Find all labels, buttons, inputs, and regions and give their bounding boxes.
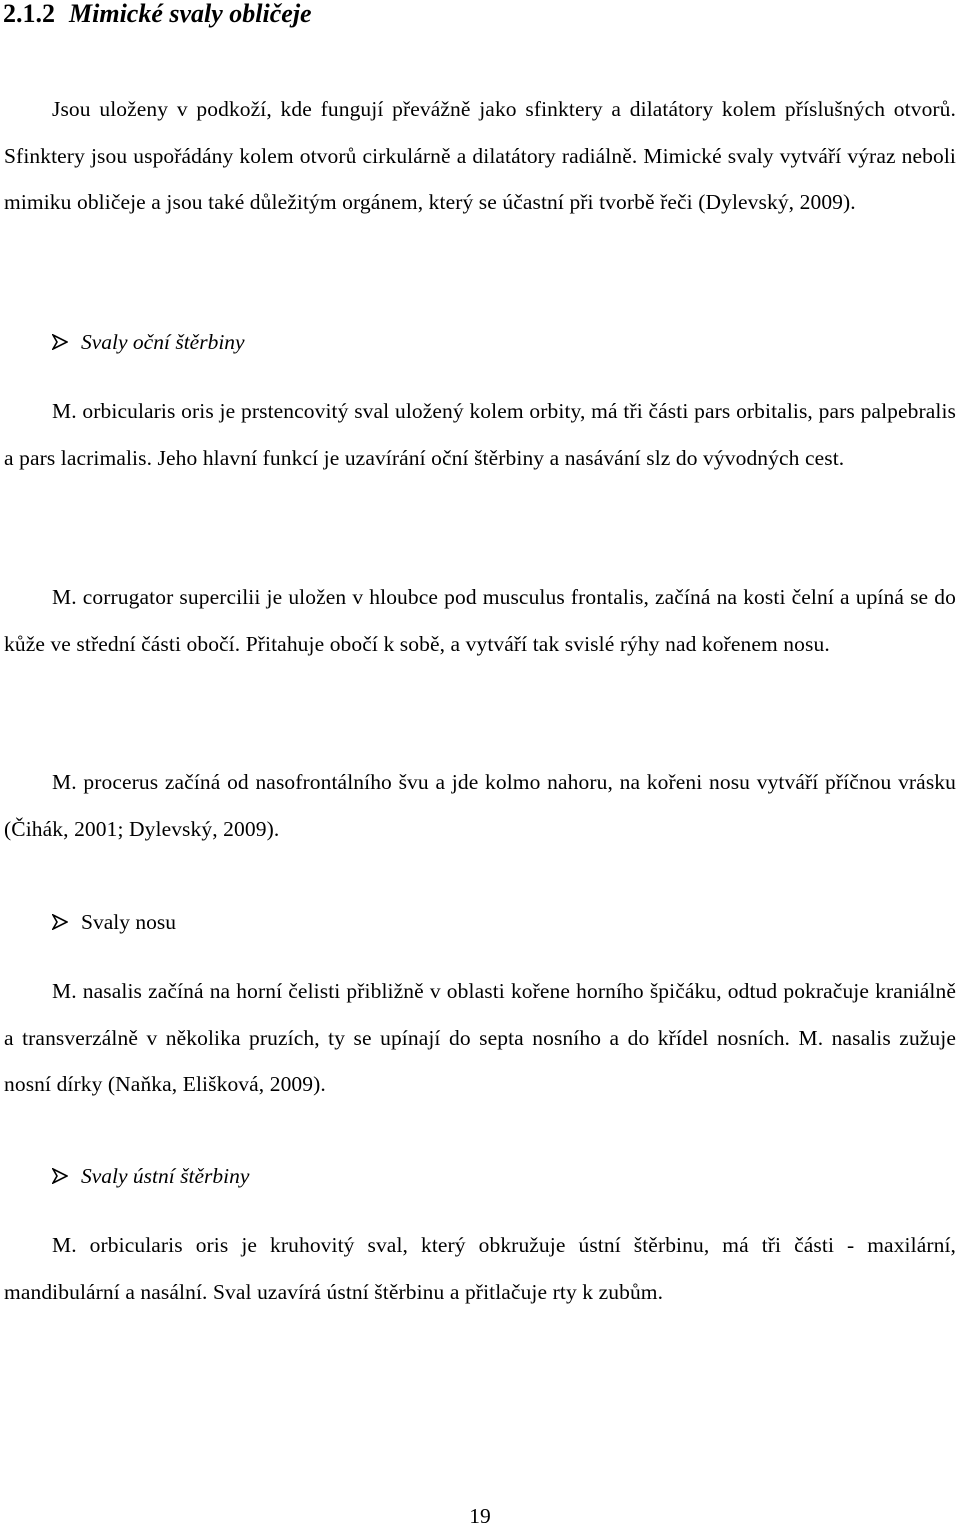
intro-paragraph: Jsou uloženy v podkoží, kde fungují převážně jako sfinktery a dilatátory kolem příslušných otvorů. Sfinktery jsou uspořádány kolem otvorů cirkulárně a dilatátory radiálně. Mimické svaly vytváří výraz neboli mimiku obličeje a jsou také důležitým orgánem, který se účastní při tvorbě řeči (Dylevský, 2009). — [4, 97, 956, 214]
subheading-label: Svaly oční štěrbiny — [81, 330, 245, 354]
arrowhead-bullet-icon — [52, 334, 68, 350]
paragraph-nasalis: M. nasalis začíná na horní čelisti přibližně v oblasti kořene horního špičáku, odtud pokračuje kraniálně a transverzálně v několika pruzích, ty se upínají do septa nosního a do křídel nosních. M. nasalis zužuje nosní dírky (Naňka, Elišková, 2009). — [4, 979, 956, 1096]
subheading-nose-muscles — [52, 907, 176, 937]
page-number: 19 — [469, 1504, 491, 1528]
section-number: 2.1.2 — [3, 0, 55, 28]
subheading-label: Svaly ústní štěrbiny — [81, 1164, 250, 1188]
section-title: Mimické svaly obličeje — [69, 0, 312, 28]
subheading-mouth-muscles — [52, 1161, 249, 1191]
paragraph-procerus: M. procerus začíná od nasofrontálního švu a jde kolmo nahoru, na kořeni nosu vytváří příčnou vrásku (Čihák, 2001; Dylevský, 2009). — [4, 770, 956, 841]
paragraph-orbicularis: M. orbicularis oris je prstencovitý sval uložený kolem orbity, má tři části pars orbitalis, pars palpebralis a pars lacrimalis. Jeho hlavní funkcí je uzavírání oční štěrbiny a nasávání slz do vývodných cest. — [4, 399, 956, 470]
paragraph-orbicularis-oris: M. orbicularis oris je kruhovitý sval, který obkružuje ústní štěrbinu, má tři části - maxilární, mandibulární a nasální. Sval uzavírá ústní štěrbinu a přitlačuje rty k zubům. — [4, 1233, 956, 1304]
arrowhead-bullet-icon — [52, 914, 68, 930]
section-heading — [3, 0, 312, 32]
arrowhead-bullet-icon — [52, 1168, 68, 1184]
subheading-label: Svaly nosu — [81, 910, 176, 934]
subheading-eye-muscles — [52, 327, 245, 357]
paragraph-corrugator: M. corrugator supercilii je uložen v hloubce pod musculus frontalis, začíná na kosti čelní a upíná se do kůže ve střední části obočí. Přitahuje obočí k sobě, a vytváří tak svislé rýhy nad kořenem nosu. — [4, 585, 956, 656]
